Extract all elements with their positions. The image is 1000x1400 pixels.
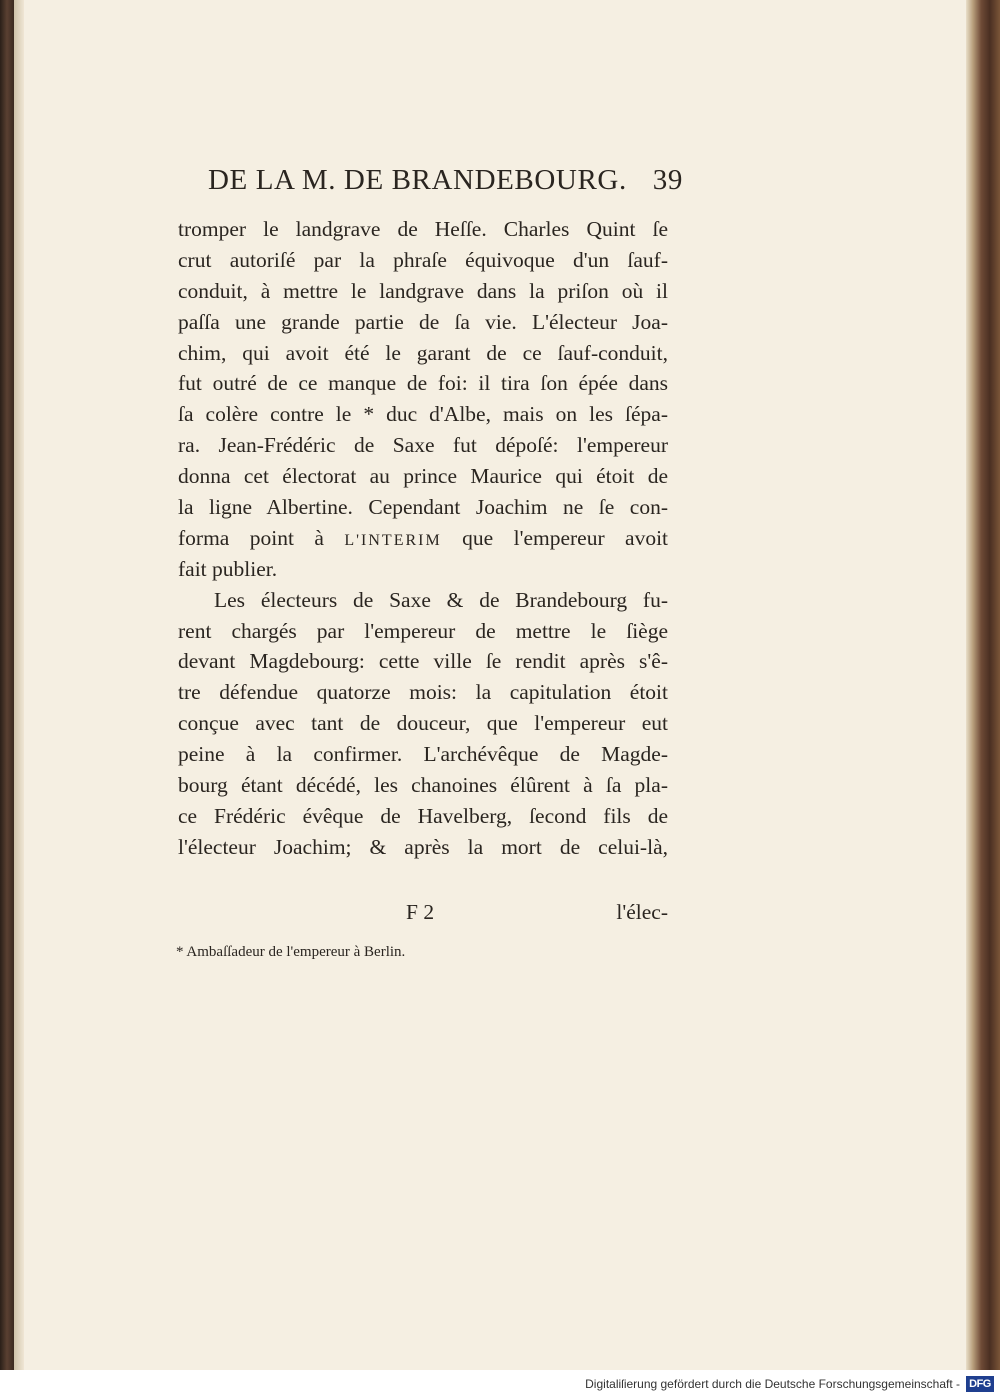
running-head xyxy=(208,164,683,197)
text-line: ce Frédéric évêque de Havelberg, ſecond fils de xyxy=(178,803,668,828)
running-head-title: DE LA M. DE BRANDEBOURG. xyxy=(208,164,627,196)
text-line xyxy=(178,523,668,554)
text-line: fait publier. xyxy=(178,556,278,581)
text-line: peine à la confirmer. L'archévêque de Magde- xyxy=(178,742,668,767)
text-line: tre défendue quatorze mois: la capitulation étoit xyxy=(178,680,668,705)
text-line: paſſa une grande partie de ſa vie. L'électeur Joa- xyxy=(178,309,668,334)
text-line: crut autoriſé par la phraſe équivoque d'un ſauf- xyxy=(178,247,668,272)
digitization-credit: Digitaliſierung gefördert durch die Deutsche Forschungsgemeinschaft - xyxy=(585,1377,960,1391)
text-line: conduit, à mettre le landgrave dans la priſon où il xyxy=(178,278,668,303)
text-line: devant Magdebourg: cette ville ſe rendit après s'ê- xyxy=(178,649,668,674)
binding-right xyxy=(966,0,1000,1370)
signature-line xyxy=(178,897,668,927)
text-line: rent chargés par l'empereur de mettre le ſiège xyxy=(178,618,668,643)
text-line: donna cet électorat au prince Maurice qui étoit de xyxy=(178,464,668,489)
text-segment: forma point à xyxy=(178,525,324,550)
text-line: l'électeur Joachim; & après la mort de celui-là, xyxy=(178,834,668,859)
signature-mark: F 2 xyxy=(406,900,435,924)
text-segment: que l'empereur avoit xyxy=(462,525,669,550)
text-line: tromper le landgrave de Heſſe. Charles Quint ſe xyxy=(178,217,668,241)
dfg-logo-icon: DFG xyxy=(966,1376,994,1392)
text-line: conçue avec tant de douceur, que l'empereur eut xyxy=(178,711,668,736)
text-line: chim, qui avoit été le garant de ce ſauf-conduit, xyxy=(178,340,668,365)
catchword: l'élec- xyxy=(616,900,668,924)
text-line: fut outré de ce manque de foi: il tira ſon épée dans xyxy=(178,371,668,396)
text-line: la ligne Albertine. Cependant Joachim ne ſe con- xyxy=(178,495,668,520)
page-edge-left xyxy=(14,0,24,1370)
footnote: * Ambaſſadeur de l'empereur à Berlin. xyxy=(176,944,406,960)
text-line: ſa colère contre le * duc d'Albe, mais on les ſépa- xyxy=(178,402,668,427)
text-line: ra. Jean-Frédéric de Saxe fut dépoſé: l'empereur xyxy=(178,433,668,458)
interim-smallcaps: L'INTERIM xyxy=(344,531,442,549)
text-line: bourg étant décédé, les chanoines élûrent à ſa pla- xyxy=(178,773,668,798)
binding-left xyxy=(0,0,14,1370)
body-text xyxy=(178,214,668,863)
text-line-indented: Les électeurs de Saxe & de Brandebourg fu- xyxy=(214,587,668,612)
page-number: 39 xyxy=(652,164,683,196)
